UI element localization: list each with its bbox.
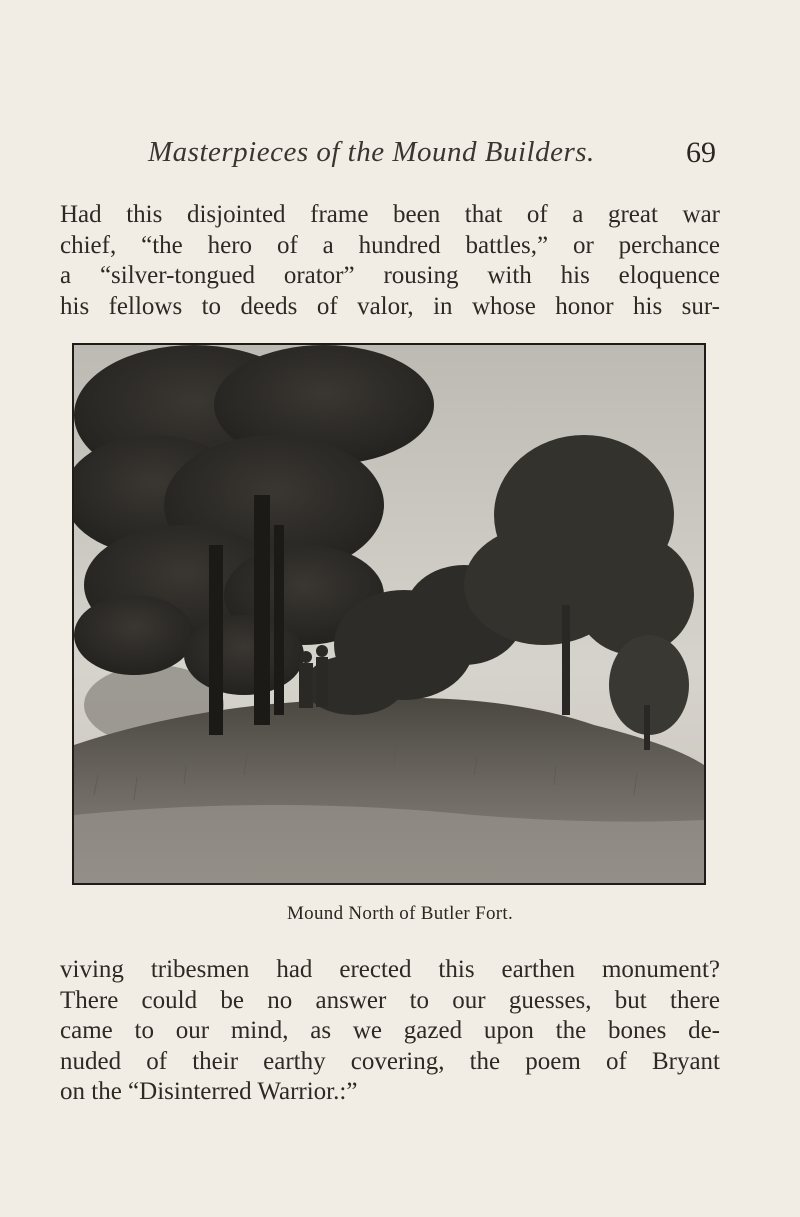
text-line: chief, “the hero of a hundred battles,” or perchance [60,231,720,259]
running-title: Masterpieces of the Mound Builders. [148,136,595,168]
text-line: his fellows to deeds of valor, in whose honor his sur- [60,292,720,320]
photo-plate [72,343,706,885]
text-line: viving tribesmen had erected this earthen monument? [60,956,720,983]
text-line: Had this disjointed frame been that of a great war [60,201,720,228]
paragraph-top [60,200,720,322]
text-line: There could be no answer to our guesses, but there [60,986,720,1014]
text-line: on the “Disinterred Warrior.:” [60,1078,358,1105]
paragraph-bottom [60,955,720,1108]
figure-caption: Mound North of Butler Fort. [286,903,514,924]
text-line: nuded of their earthy covering, the poem of Bryant [60,1047,720,1075]
text-line: a “silver-tongued orator” rousing with his eloquence [60,262,720,289]
text-line: came to our mind, as we gazed upon the bones de- [60,1017,720,1044]
page-number: 69 [686,136,716,169]
mound-photograph [74,345,704,883]
